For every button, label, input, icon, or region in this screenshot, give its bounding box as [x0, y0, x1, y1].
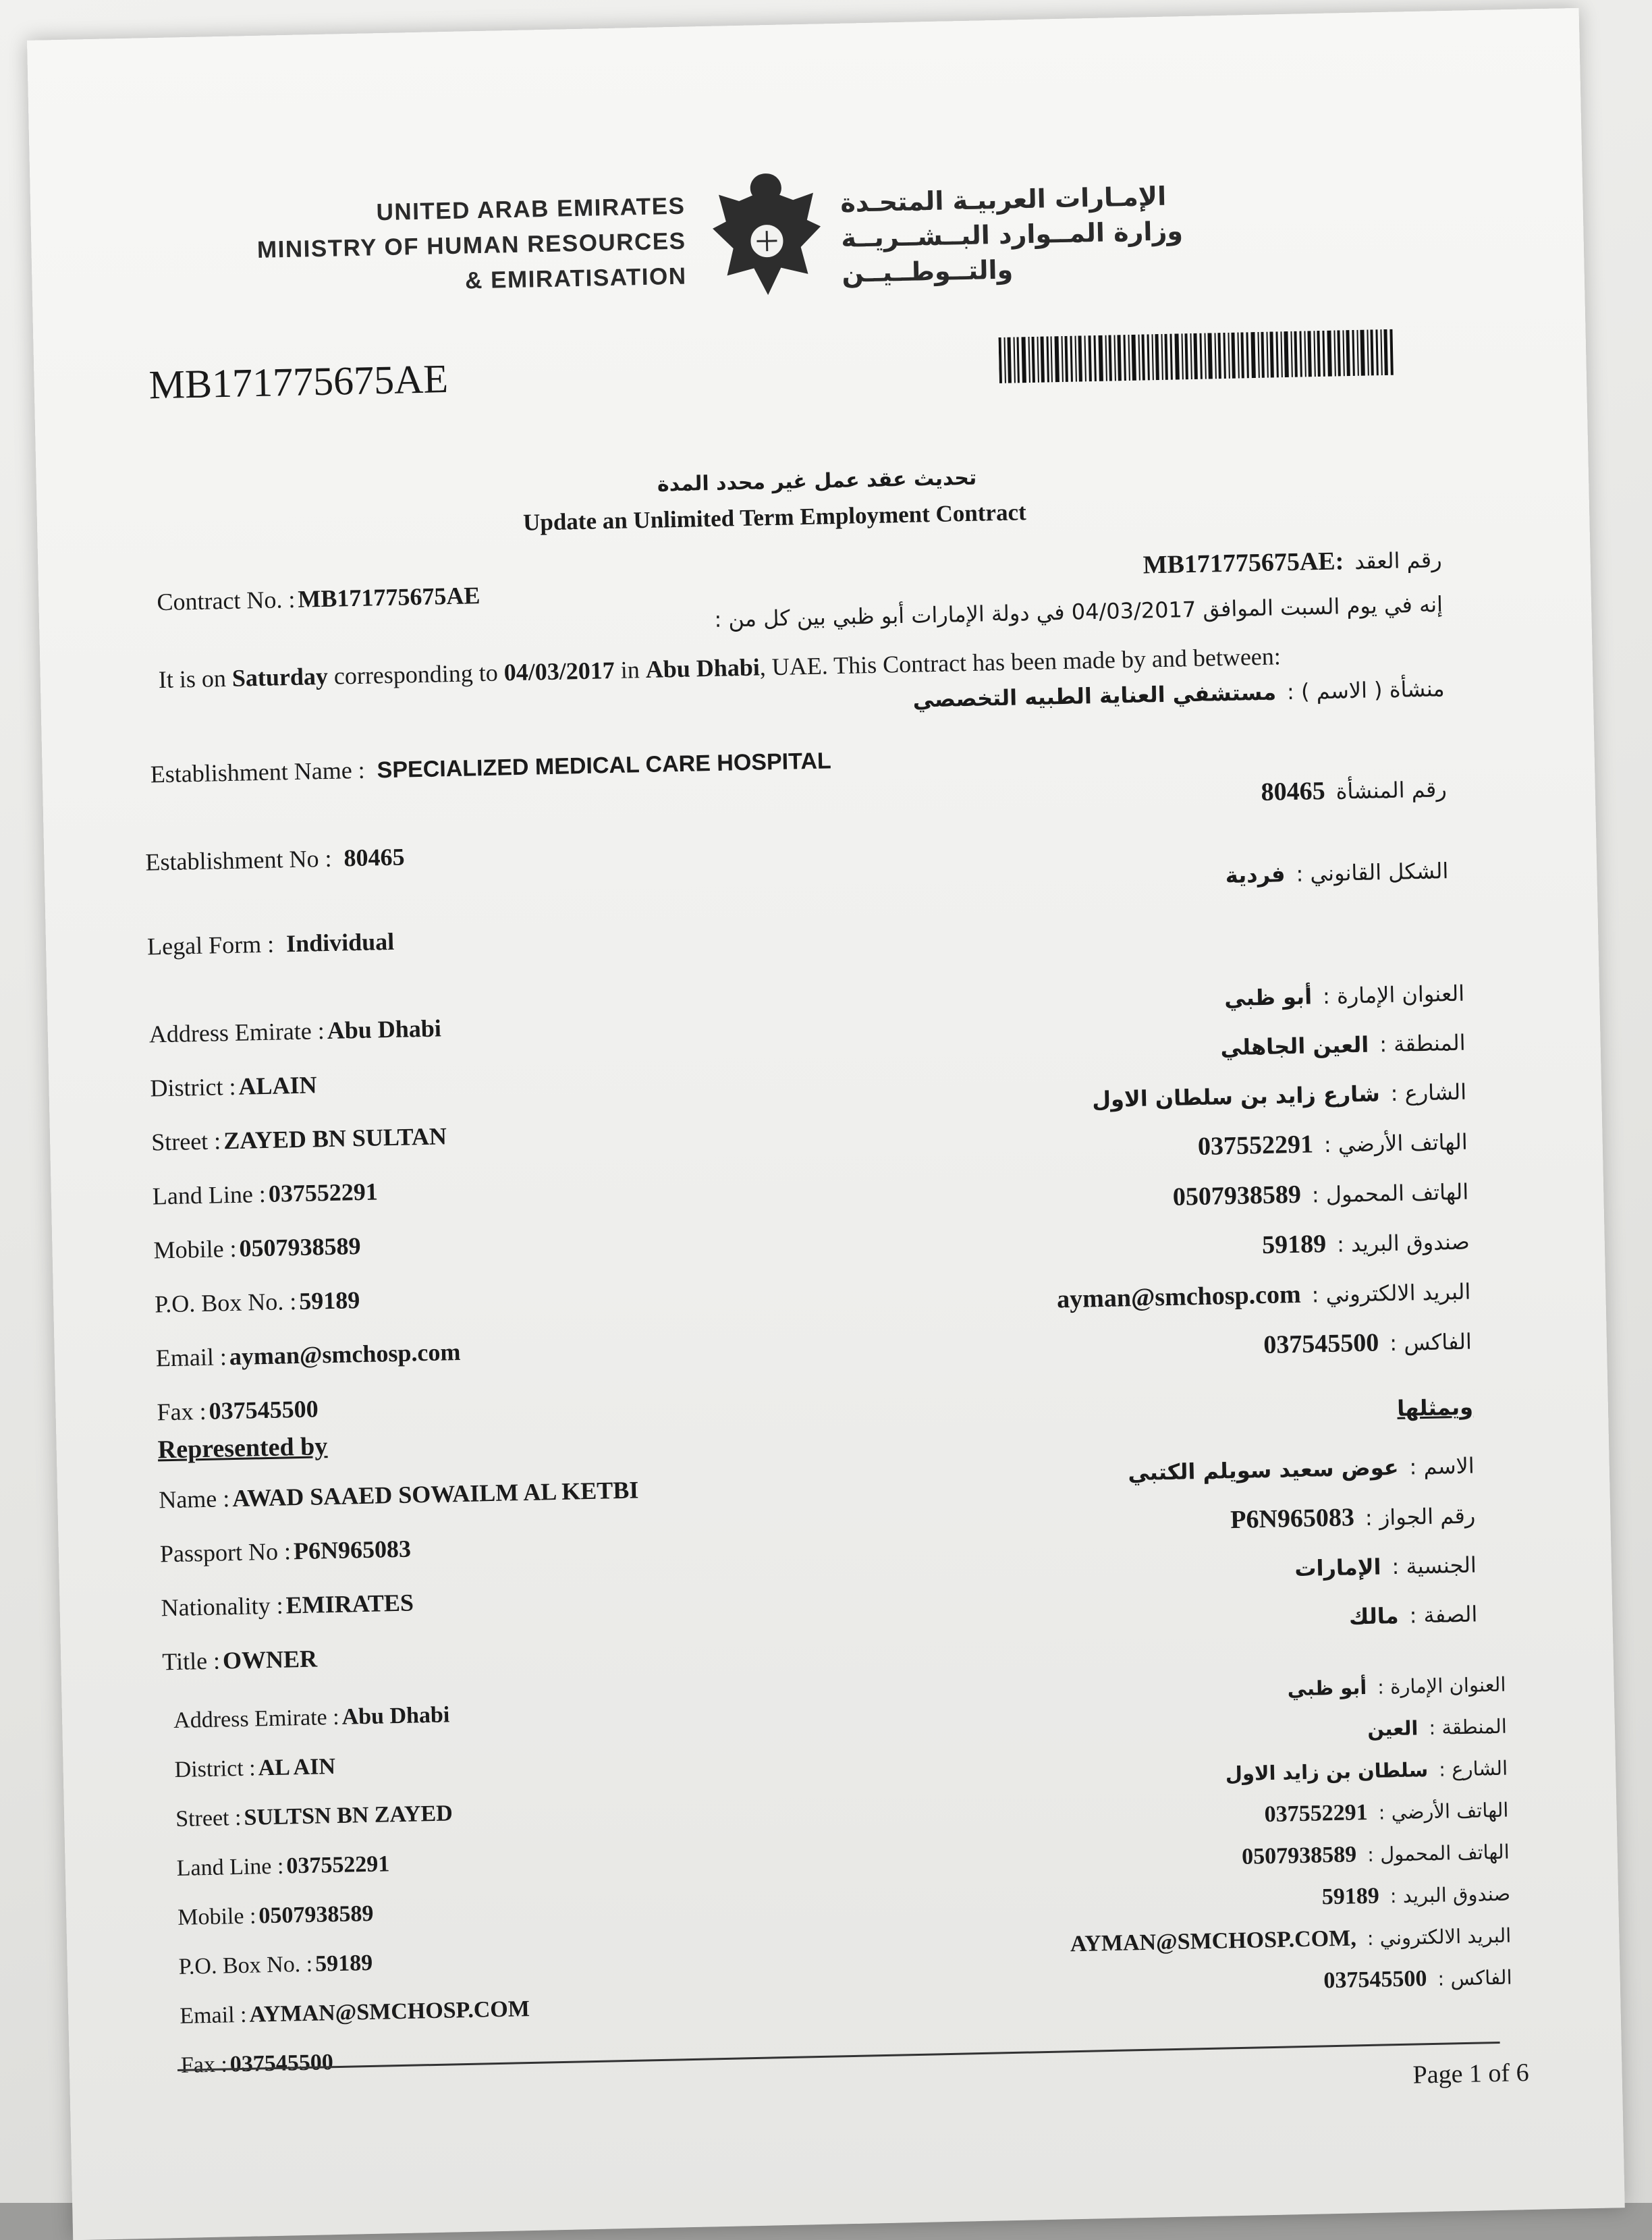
field-value-ar: أبو ظبي: [1287, 1675, 1367, 1701]
field-label: Street :: [175, 1805, 242, 1832]
ministry-line-1: UNITED ARAB EMIRATES: [376, 192, 686, 226]
field-label-ar: المنطقة :: [1429, 1714, 1508, 1740]
field-value: Abu Dhabi: [341, 1702, 450, 1730]
barcode: [999, 329, 1398, 383]
rep-address-row: [176, 1838, 527, 1895]
rep-row: [159, 1465, 640, 1529]
field-value-ar: عوض سعيد سويلم الكتبي: [1127, 1454, 1399, 1486]
field-value: 037545500: [229, 2050, 334, 2077]
field-label-ar: الهاتف الأرضي :: [1323, 1128, 1468, 1158]
ministry-ar-line-2: وزارة المــوارد البــشــريــة: [840, 216, 1184, 253]
field-label-ar: الشارع :: [1390, 1078, 1467, 1107]
field-label: District :: [174, 1755, 256, 1782]
page-number: Page 1 of 6: [1412, 2058, 1530, 2089]
est-address-ar: [910, 969, 1472, 1378]
est-address-row: [150, 1112, 456, 1172]
field-label: Address Emirate :: [148, 1017, 325, 1048]
field-value-ar: ayman@smchosp.com: [1056, 1280, 1302, 1314]
field-value: 59189: [298, 1286, 360, 1315]
field-label: Email :: [155, 1343, 227, 1372]
field-label-ar: الفاكس :: [1437, 1965, 1512, 1990]
field-value-ar: 037552291: [1197, 1130, 1314, 1162]
field-label: District :: [150, 1072, 236, 1102]
field-value: 0507938589: [258, 1901, 374, 1929]
est-no-value: 80465: [343, 843, 405, 872]
field-label: Title :: [161, 1647, 221, 1676]
field-label: P.O. Box No. :: [178, 1951, 313, 1979]
contract-title-ar: تحديث عقد عمل غير محدد المدة: [657, 466, 977, 497]
est-no-ar-row: [1109, 773, 1447, 810]
field-label-ar: صندوق البريد :: [1389, 1882, 1511, 1908]
field-label-ar: صندوق البريد :: [1336, 1228, 1470, 1257]
document-number: MB171775675AE: [148, 356, 449, 408]
est-address-row: [153, 1220, 459, 1280]
rep-row: [161, 1573, 642, 1637]
field-value: 037552291: [268, 1178, 379, 1207]
ministry-ar-line-3: والتــوطــيــن: [842, 254, 1014, 288]
ministry-line-3: & EMIRATISATION: [464, 263, 687, 294]
field-value: ZAYED BN SULTAN: [223, 1122, 447, 1155]
rep-address-row: [173, 1691, 524, 1747]
represented-by-heading-ar: ويمثلها: [1396, 1394, 1474, 1421]
field-value-ar: 037545500: [1323, 1966, 1427, 1994]
est-name-ar-label: منشأة ( الاسم ) :: [1286, 676, 1445, 705]
field-value: OWNER: [222, 1645, 318, 1674]
rep-address-en: [173, 1691, 531, 2092]
rep-address-ar: [993, 1664, 1512, 2009]
legal-form-ar-value: فردية: [1225, 861, 1286, 889]
field-value-ar: الإمارات: [1294, 1554, 1381, 1582]
ministry-name-ar: [840, 175, 1355, 291]
contract-no-row: [157, 581, 480, 616]
field-value-ar: سلطان بن زايد الاول: [1225, 1758, 1429, 1786]
representative-en: [159, 1465, 643, 1691]
field-value: ALAIN: [238, 1071, 317, 1100]
field-label: Name :: [158, 1485, 230, 1514]
field-label: Fax :: [180, 2052, 228, 2078]
field-label-ar: الشارع :: [1438, 1756, 1508, 1781]
est-name-ar-row: [837, 676, 1445, 714]
est-no-ar-label: رقم المنشأة: [1336, 776, 1448, 804]
field-value: SULTSN BN ZAYED: [244, 1801, 453, 1830]
legal-form-row: [147, 927, 395, 961]
field-label: Nationality :: [161, 1591, 284, 1622]
intro-text-4: , UAE. This Contract has been made by and between:: [759, 643, 1282, 681]
est-name-value: SPECIALIZED MEDICAL CARE HOSPITAL: [377, 748, 832, 784]
legal-form-value: Individual: [285, 927, 395, 958]
intro-ar: إنه في يوم السبت الموافق 04/03/2017 في دولة الإمارات أبو ظبي بين كل من :: [714, 591, 1443, 632]
field-value: Abu Dhabi: [327, 1014, 442, 1045]
field-value-ar: العين الجاهلي: [1220, 1031, 1369, 1061]
intro-city: Abu Dhabi: [645, 653, 761, 684]
field-label-ar: المنطقة :: [1379, 1029, 1466, 1058]
field-value-ar: العين: [1367, 1716, 1419, 1741]
est-address-row: [155, 1274, 460, 1334]
field-label-ar: الهاتف المحمول :: [1311, 1178, 1469, 1208]
field-value: 59189: [314, 1950, 373, 1977]
contract-page: [27, 8, 1625, 2240]
field-value: EMIRATES: [285, 1589, 414, 1619]
field-value-ar: شارع زايد بن سلطان الاول: [1091, 1081, 1381, 1113]
field-label: Land Line :: [152, 1180, 267, 1210]
field-value-ar: 59189: [1261, 1230, 1327, 1260]
est-address-en: [148, 1004, 462, 1442]
rep-ar-row: [990, 1541, 1477, 1600]
field-label: Land Line :: [176, 1853, 284, 1881]
field-value-ar: أبو ظبي: [1223, 983, 1313, 1012]
field-value: 037552291: [285, 1851, 390, 1879]
field-label-ar: العنوان الإمارة :: [1322, 980, 1465, 1010]
field-value-ar: AYMAN@SMCHOSP.COM,: [1070, 1925, 1357, 1957]
rep-row: [159, 1519, 640, 1583]
field-label: Email :: [179, 2002, 247, 2029]
ministry-name-en: [159, 189, 687, 305]
est-name-row: [150, 746, 831, 788]
field-value-ar: 0507938589: [1241, 1842, 1357, 1869]
est-address-ar-row: [918, 1317, 1472, 1378]
field-value: P6N965083: [293, 1535, 412, 1565]
field-label-ar: البريد الالكتروني :: [1367, 1923, 1512, 1950]
field-label-ar: العنوان الإمارة :: [1377, 1672, 1506, 1699]
representative-ar: [988, 1442, 1478, 1649]
field-value: AL AIN: [258, 1753, 336, 1781]
est-name-label: Establishment Name :: [150, 756, 366, 788]
contract-no-ar-value: MB171775675AE:: [1142, 547, 1344, 580]
rep-address-row: [177, 1888, 528, 1944]
field-label: Mobile :: [153, 1234, 237, 1264]
field-value: 037545500: [209, 1395, 319, 1425]
contract-no-ar-row: [969, 544, 1442, 584]
field-value: ayman@smchosp.com: [229, 1338, 461, 1371]
field-label-ar: الهاتف المحمول :: [1367, 1840, 1510, 1866]
uae-eagle-emblem-icon: [705, 165, 829, 303]
field-value: AWAD SAAED SOWAILM AL KETBI: [231, 1476, 639, 1512]
field-label-ar: الصفة :: [1409, 1601, 1478, 1629]
field-value-ar: 59189: [1321, 1883, 1380, 1910]
est-no-ar-value: 80465: [1261, 776, 1326, 807]
intro-text-3: in: [614, 656, 646, 684]
contract-no-value: MB171775675AE: [297, 582, 480, 613]
rep-address-row: [174, 1740, 525, 1797]
est-address-row: [152, 1166, 458, 1226]
field-label: Mobile :: [177, 1903, 256, 1930]
rep-row: [162, 1627, 643, 1691]
field-label: Address Emirate :: [173, 1704, 340, 1733]
est-address-row: [150, 1058, 456, 1118]
legal-form-label: Legal Form :: [146, 930, 275, 960]
intro-day: Saturday: [231, 662, 329, 692]
field-label: Fax :: [157, 1397, 207, 1426]
contract-no-label: Contract No. :: [157, 585, 296, 616]
ministry-line-2: MINISTRY OF HUMAN RESOURCES: [256, 227, 686, 263]
contract-no-ar-label: رقم العقد: [1354, 547, 1442, 574]
legal-form-ar-row: [1111, 858, 1449, 890]
field-label: P.O. Box No. :: [154, 1288, 297, 1318]
intro-text-1: It is on: [158, 664, 233, 694]
represented-by-heading: Represented by: [157, 1432, 328, 1465]
field-label-ar: البريد الالكتروني :: [1311, 1278, 1471, 1308]
field-value-ar: مالك: [1348, 1602, 1400, 1630]
intro-text-2: corresponding to: [327, 659, 505, 690]
ministry-ar-line-1: الإمـارات العربيـة المتحـدة: [839, 181, 1167, 218]
field-label: Passport No :: [159, 1537, 292, 1568]
legal-form-ar-label: الشكل القانوني :: [1296, 858, 1449, 887]
est-no-row: [145, 843, 405, 877]
field-value-ar: 037545500: [1263, 1328, 1379, 1360]
field-label: Street :: [150, 1127, 221, 1156]
field-value-ar: 0507938589: [1172, 1180, 1302, 1211]
field-value-ar: P6N965083: [1230, 1503, 1355, 1535]
field-value: 0507938589: [239, 1232, 361, 1262]
field-value-ar: 037552291: [1264, 1799, 1369, 1828]
field-label-ar: رقم الجواز :: [1365, 1502, 1476, 1531]
est-no-label: Establishment No :: [145, 844, 332, 876]
field-label-ar: الهاتف الأرضي :: [1378, 1798, 1509, 1824]
intro-date: 04/03/2017: [503, 656, 615, 686]
field-label-ar: الجنسية :: [1392, 1552, 1477, 1580]
est-name-ar-value: مستشفي العناية الطبيه التخصصي: [912, 679, 1277, 713]
est-address-row: [148, 1004, 454, 1064]
field-label-ar: الفاكس :: [1389, 1328, 1472, 1357]
rep-address-row: [180, 1986, 530, 2043]
contract-title-en: Update an Unlimited Term Employment Contract: [522, 499, 1027, 536]
field-label-ar: الاسم :: [1409, 1452, 1475, 1480]
est-address-row: [155, 1328, 461, 1388]
rep-address-row: [178, 1937, 529, 1994]
rep-ar-row: [991, 1590, 1478, 1649]
rep-address-row: [175, 1789, 526, 1846]
field-value: AYMAN@SMCHOSP.COM: [249, 1996, 530, 2027]
